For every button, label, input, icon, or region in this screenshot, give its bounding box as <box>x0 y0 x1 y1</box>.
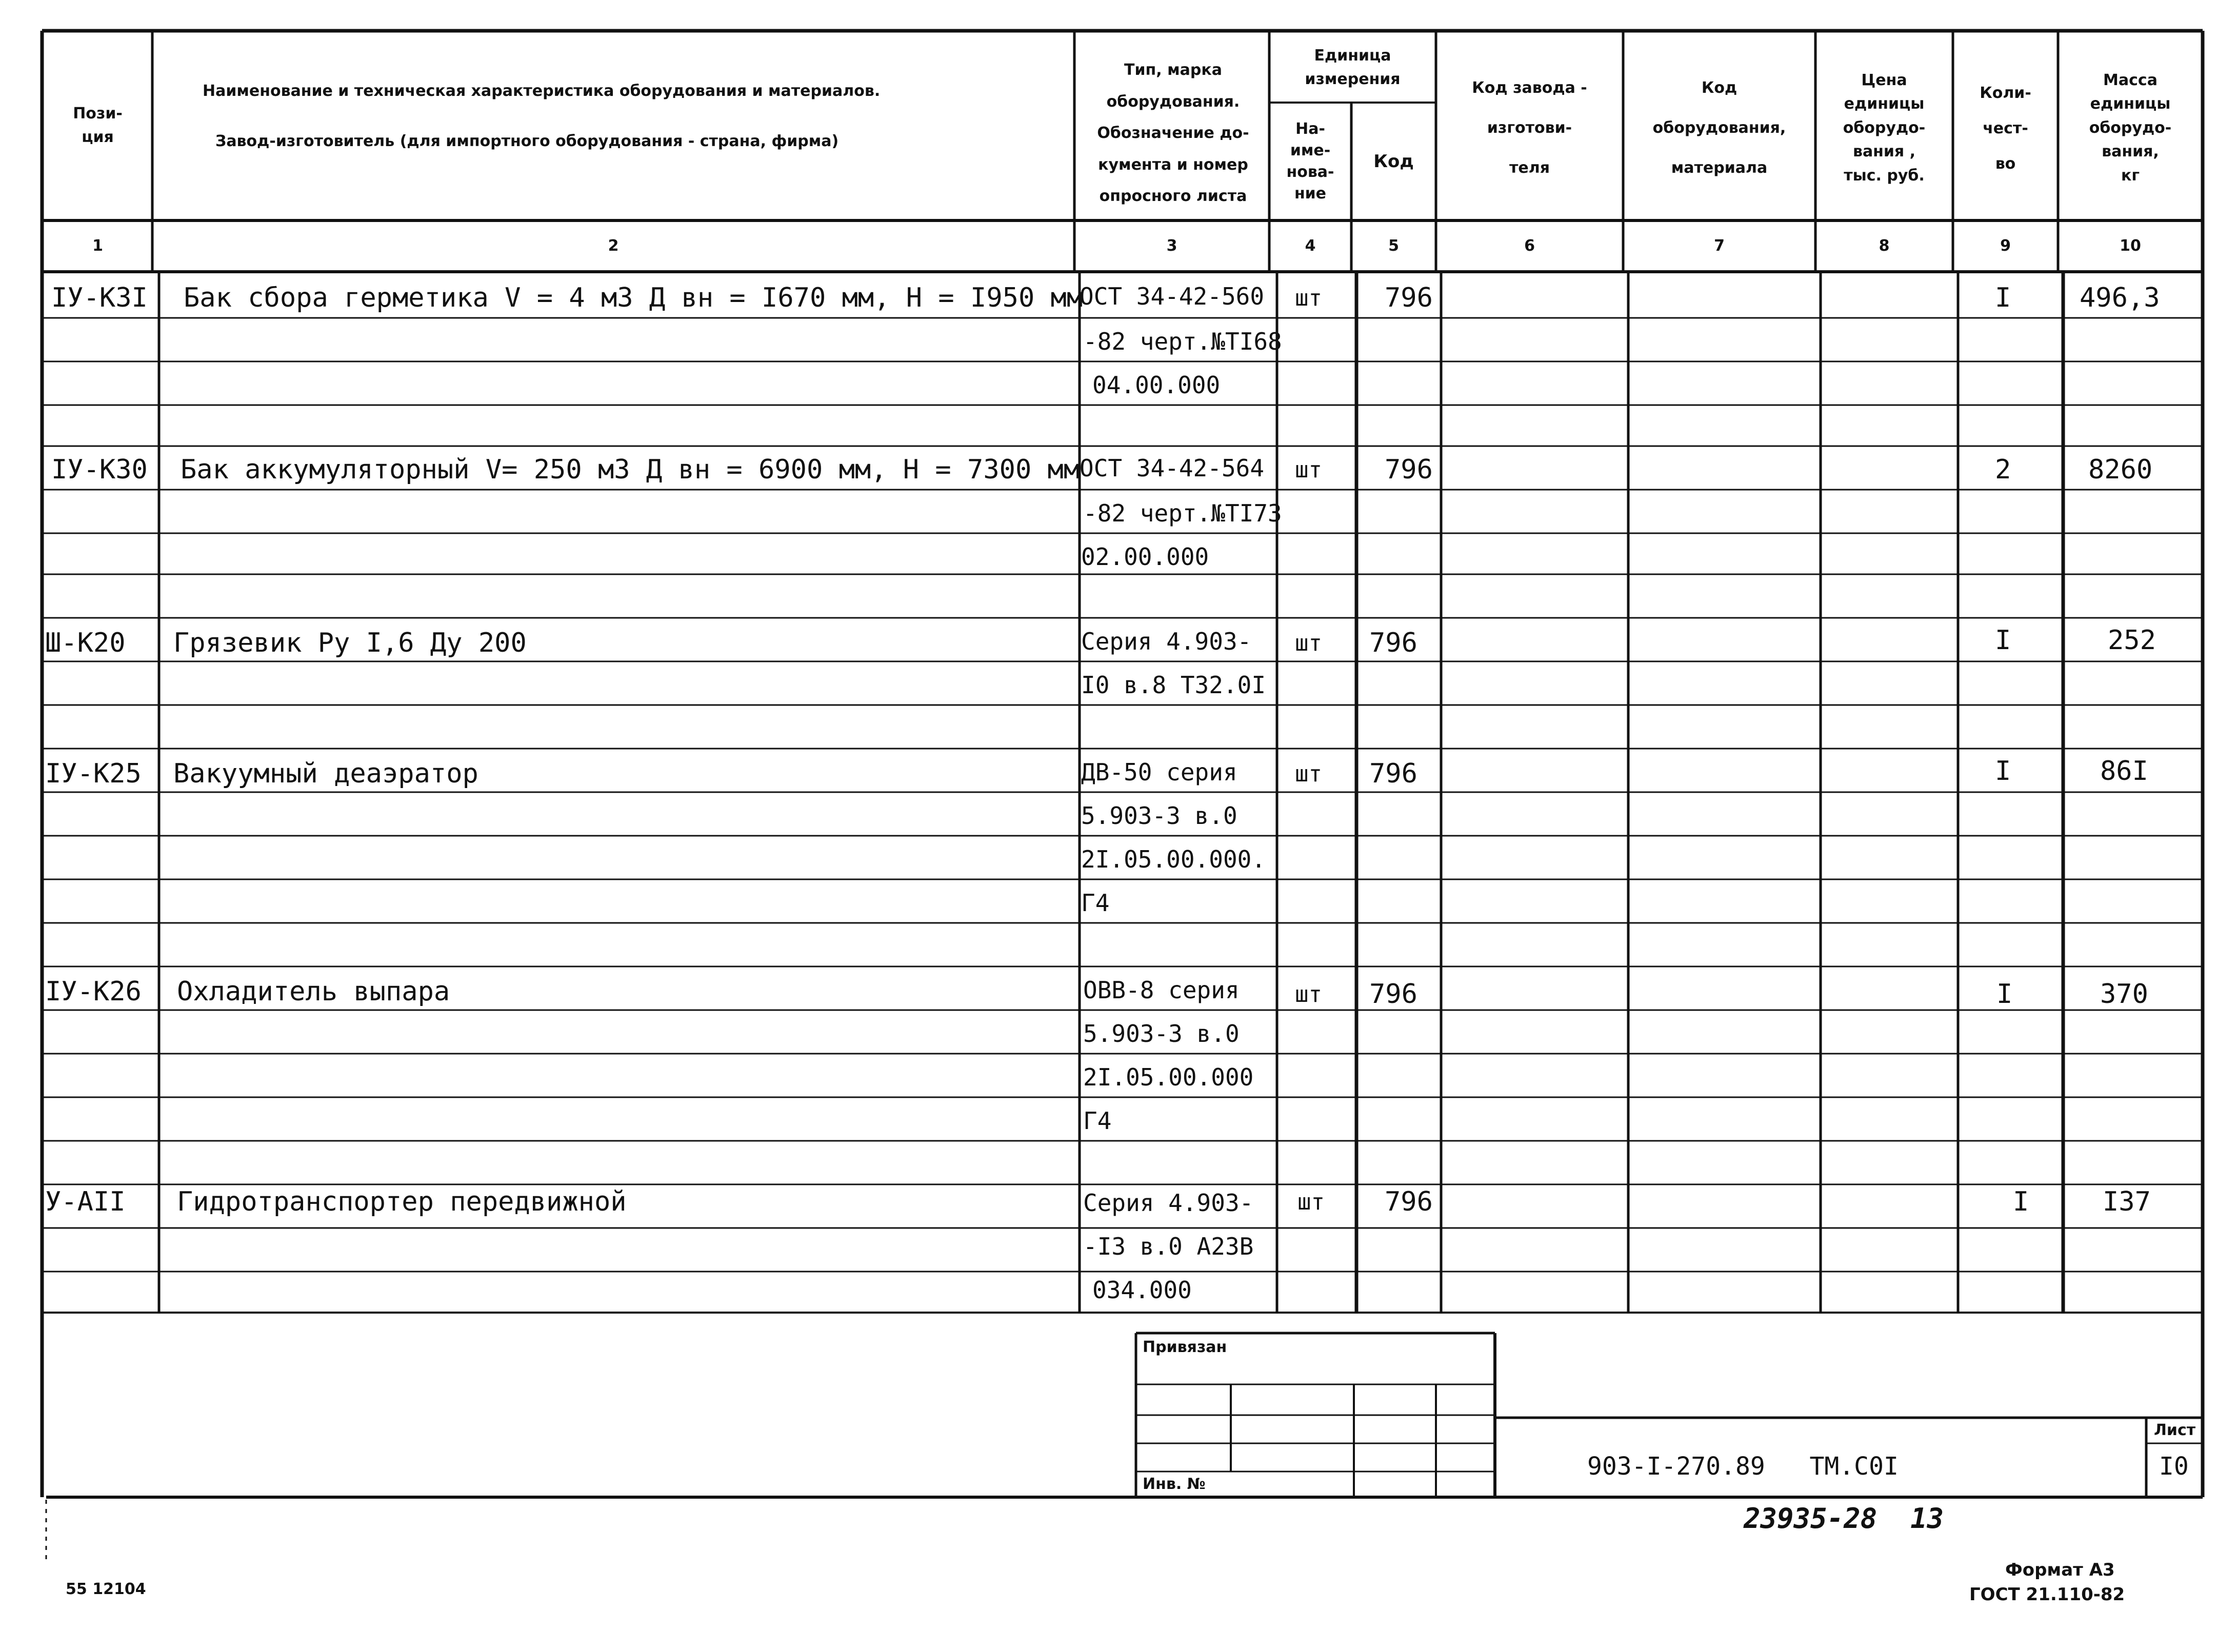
item-position: IУ-К25 <box>45 758 142 789</box>
item-doc-line: Г4 <box>1081 889 1110 917</box>
item-doc-line: -82 черт.№ТI68 <box>1083 328 1282 355</box>
item-quantity: 2 <box>1995 454 2011 485</box>
item-mass: 86I <box>2100 756 2148 787</box>
item-unit-code: 796 <box>1369 628 1417 658</box>
col-number-7: 7 <box>1714 236 1725 255</box>
header-equipment-code: Код оборудования, материала <box>1652 79 1786 177</box>
item-name: Вакуумный деаэратор <box>173 758 478 789</box>
item-position: IУ-К30 <box>51 454 148 485</box>
item-name: Бак сбора герметика V = 4 м3 Д вн = I670 мм, Н = I950 мм <box>184 283 1083 313</box>
item-doc-line: ОСТ 34-42-564 <box>1080 454 1265 482</box>
item-unit: шт <box>1295 630 1322 656</box>
item-quantity: I <box>2013 1186 2029 1217</box>
item-doc-line: 2I.05.00.000 <box>1083 1063 1254 1091</box>
sheet-number: I0 <box>2159 1452 2189 1481</box>
stamp-privyazan: Привязан <box>1143 1338 1227 1356</box>
gost-label: ГОСТ 21.110-82 <box>1969 1584 2125 1605</box>
item-doc-line: I0 в.8 Т32.0I <box>1081 671 1266 699</box>
item-unit: шт <box>1295 761 1322 787</box>
col-number-6: 6 <box>1524 236 1535 255</box>
item-position: IУ-К3I <box>51 283 148 313</box>
item-position: IУ-К26 <box>45 976 142 1007</box>
col-number-8: 8 <box>1879 236 1890 255</box>
stamp-inventory: Инв. № <box>1143 1475 1206 1493</box>
item-position: Ш-К20 <box>45 628 126 658</box>
item-mass: 370 <box>2100 979 2148 1010</box>
col-number-2: 2 <box>608 236 619 255</box>
item-position: У-АII <box>45 1186 126 1217</box>
item-unit: шт <box>1297 1189 1325 1215</box>
col-number-10: 10 <box>2120 236 2141 255</box>
item-doc-line: 04.00.000 <box>1092 371 1221 399</box>
item-mass: 8260 <box>2088 454 2153 485</box>
header-name-line2: Завод-изготовитель (для импортного оборудования - страна, фирма) <box>215 132 839 150</box>
item-doc-line: 5.903-3 в.0 <box>1083 1020 1240 1047</box>
print-code: 55 12104 <box>66 1580 146 1598</box>
item-doc-line: 02.00.000 <box>1081 543 1209 571</box>
col-number-9: 9 <box>2000 236 2011 255</box>
item-name: Гидротранспортер передвижной <box>177 1186 627 1217</box>
col-number-5: 5 <box>1388 236 1399 255</box>
item-unit-code: 796 <box>1385 454 1433 485</box>
col-number-1: 1 <box>92 236 103 255</box>
item-doc-line: -I3 в.0 А23В <box>1083 1233 1254 1260</box>
document-code: 903-I-270.89 ТМ.С0I <box>1587 1452 1899 1481</box>
header-type-doc: Тип, марка оборудования. Обозначение до- кумента и номер опросного листа <box>1097 61 1249 206</box>
archive-number: 23935-28 13 <box>1744 1502 1944 1535</box>
header-quantity: Коли- чест- во <box>1980 84 2031 173</box>
header-mass: Масса единицы оборудо- вания, кг <box>2089 71 2172 185</box>
item-unit: шт <box>1295 457 1322 483</box>
item-name: Бак аккумуляторный V= 250 м3 Д вн = 6900 мм, Н = 7300 мм <box>181 454 1080 485</box>
item-unit-code: 796 <box>1385 1186 1433 1217</box>
item-mass: 252 <box>2108 625 2156 656</box>
header-unit-code: Код <box>1373 151 1414 172</box>
format-label: Формат А3 <box>2005 1560 2115 1580</box>
item-mass: 496,3 <box>2080 283 2160 313</box>
item-doc-line: ОВВ-8 серия <box>1083 976 1240 1004</box>
item-doc-line: 2I.05.00.000. <box>1081 845 1266 873</box>
item-doc-line: Серия 4.903- <box>1081 628 1252 655</box>
item-quantity: I <box>1995 756 2011 787</box>
item-doc-line: ДВ-50 серия <box>1081 758 1237 786</box>
item-unit: шт <box>1295 285 1322 311</box>
item-name: Грязевик Ру I,6 Ду 200 <box>173 628 527 658</box>
header-price: Цена единицы оборудо- вания , тыс. руб. <box>1843 71 1926 185</box>
item-name: Охладитель выпара <box>177 976 450 1007</box>
item-unit-code: 796 <box>1369 979 1417 1010</box>
item-quantity: I <box>1995 283 2011 313</box>
item-doc-line: ОСТ 34-42-560 <box>1080 283 1265 310</box>
header-position: Пози- ция <box>73 104 123 146</box>
item-doc-line: 034.000 <box>1092 1276 1192 1304</box>
col-number-3: 3 <box>1166 236 1177 255</box>
header-unit: Единица измерения <box>1305 46 1401 88</box>
item-doc-line: -82 черт.№ТI73 <box>1083 499 1282 527</box>
item-unit: шт <box>1295 981 1322 1008</box>
header-plant-code: Код завода - изготови- теля <box>1472 79 1587 177</box>
item-doc-line: 5.903-3 в.0 <box>1081 802 1237 830</box>
item-quantity: I <box>1996 979 2013 1010</box>
item-unit-code: 796 <box>1369 758 1417 789</box>
header-unit-name: На- име- нова- ние <box>1286 120 1334 203</box>
sheet-label: Лист <box>2154 1421 2196 1439</box>
item-quantity: I <box>1995 625 2011 656</box>
item-doc-line: Серия 4.903- <box>1083 1189 1254 1217</box>
col-number-4: 4 <box>1305 236 1316 255</box>
header-name-line1: Наименование и техническая характеристика оборудования и материалов. <box>203 82 881 100</box>
item-doc-line: Г4 <box>1083 1107 1112 1135</box>
item-unit-code: 796 <box>1385 283 1433 313</box>
item-mass: I37 <box>2103 1186 2151 1217</box>
